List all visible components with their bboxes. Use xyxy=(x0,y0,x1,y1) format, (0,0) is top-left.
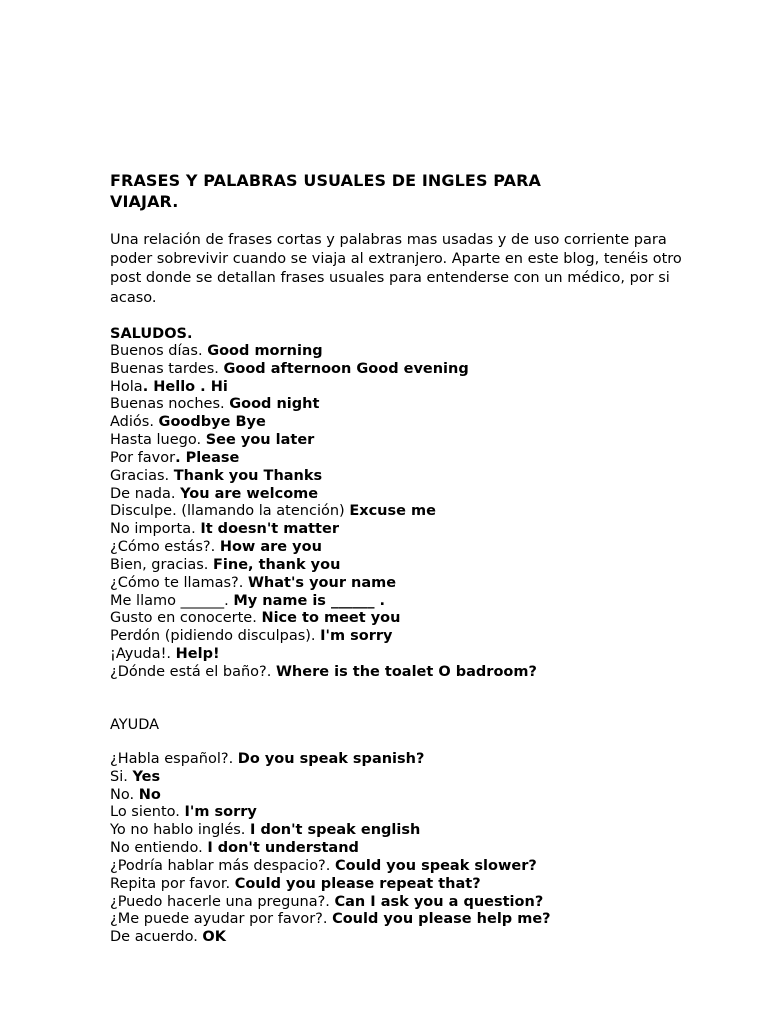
phrase-spanish: Gracias. xyxy=(110,467,174,484)
phrase-row xyxy=(110,343,710,361)
phrase-english: I don't speak english xyxy=(250,822,421,839)
title-line: FRASES Y PALABRAS USUALES DE INGLES PARA xyxy=(110,171,541,190)
phrase-english: No xyxy=(138,786,161,803)
phrase-english: Excuse me xyxy=(349,503,436,520)
phrase-english: What's your name xyxy=(247,574,397,591)
phrase-english: Fine, thank you xyxy=(213,556,341,573)
phrase-spanish: Buenas tardes. xyxy=(110,360,224,377)
phrase-spanish: No entiendo. xyxy=(110,840,208,857)
phrase-english: Thank you Thanks xyxy=(173,467,323,484)
phrase-spanish: ¿Podría hablar más despacio?. xyxy=(110,857,335,874)
phrase-row xyxy=(110,876,710,894)
phrase-english: Good afternoon Good evening xyxy=(223,360,469,377)
phrase-spanish: Gusto en conocerte. xyxy=(110,610,262,627)
phrase-row xyxy=(110,858,710,876)
phrase-english: Can I ask you a question? xyxy=(334,893,544,910)
phrase-row xyxy=(110,894,710,912)
phrase-english: Do you speak spanish? xyxy=(237,750,425,767)
section-heading: AYUDA xyxy=(110,716,160,733)
phrase-row xyxy=(110,751,710,769)
phrase-spanish: Me llamo ______. xyxy=(110,592,234,609)
phrase-row xyxy=(110,557,710,575)
phrase-spanish: ¿Cómo estás?. xyxy=(110,539,220,556)
phrase-row xyxy=(110,450,710,468)
phrase-spanish: De acuerdo. xyxy=(110,929,203,946)
phrase-list xyxy=(110,751,710,947)
phrase-row xyxy=(110,361,710,379)
phrase-spanish: No importa. xyxy=(110,521,201,538)
phrase-english: Nice to meet you xyxy=(261,610,401,627)
phrase-spanish: Yo no hablo inglés. xyxy=(110,822,251,839)
phrase-spanish: Si. xyxy=(110,768,133,785)
phrase-row xyxy=(110,503,710,521)
phrase-spanish: Buenas noches. xyxy=(110,396,230,413)
phrase-english: Could you please repeat that? xyxy=(234,875,481,892)
phrase-row xyxy=(110,593,710,611)
phrase-spanish: Adiós. xyxy=(110,414,159,431)
phrase-row xyxy=(110,521,710,539)
phrase-english: How are you xyxy=(219,539,322,556)
phrase-row xyxy=(110,539,710,557)
phrase-row xyxy=(110,379,710,397)
phrase-row xyxy=(110,911,710,929)
phrase-list xyxy=(110,343,710,682)
phrase-spanish: Disculpe. (llamando la atención) xyxy=(110,503,350,520)
phrase-spanish: De nada. xyxy=(110,485,181,502)
phrase-spanish: Lo siento. xyxy=(110,804,185,821)
phrase-english: . Hello . Hi xyxy=(142,378,228,395)
phrase-spanish: Bien, gracias. xyxy=(110,556,214,573)
phrase-spanish: Por favor xyxy=(110,449,176,466)
phrase-english: . Please xyxy=(175,449,240,466)
phrase-english: You are welcome xyxy=(180,485,319,502)
phrase-row xyxy=(110,432,710,450)
phrase-spanish: ¿Me puede ayudar por favor?. xyxy=(110,911,333,928)
phrase-english: Where is the toalet O badroom? xyxy=(275,664,537,680)
title-line: VIAJAR. xyxy=(110,192,179,211)
phrase-spanish: ¿Dónde está el baño?. xyxy=(110,664,276,680)
phrase-row xyxy=(110,840,710,858)
phrase-row xyxy=(110,414,710,432)
phrase-english: Good night xyxy=(229,396,320,413)
phrase-row xyxy=(110,929,710,947)
phrase-spanish: Perdón (pidiendo disculpas). xyxy=(110,628,321,645)
phrase-english: Help! xyxy=(175,646,220,663)
phrase-row xyxy=(110,769,710,787)
phrase-english: I'm sorry xyxy=(320,628,393,645)
phrase-english: Good morning xyxy=(207,342,323,359)
phrase-row xyxy=(110,646,710,664)
phrase-spanish: ¿Cómo te llamas?. xyxy=(110,574,248,591)
phrase-english: OK xyxy=(202,929,226,946)
section-ayuda xyxy=(110,716,710,947)
phrase-spanish: Hola xyxy=(110,378,143,395)
phrase-english: Yes xyxy=(132,768,161,785)
phrase-row xyxy=(110,610,710,628)
intro-paragraph: Una relación de frases cortas y palabras mas usadas y de uso corriente para poder sobrevivir cuando se viaja al extranjero. Aparte en este blog, tenéis otro post donde se detallan frases usuales para entenderse con un médico, por si acaso. xyxy=(110,232,682,306)
phrase-english: Could you please help me? xyxy=(332,911,551,928)
phrase-spanish: No. xyxy=(110,786,139,803)
phrase-spanish: ¡Ayuda!. xyxy=(110,646,176,663)
phrase-row xyxy=(110,628,710,646)
phrase-row xyxy=(110,822,710,840)
phrase-english: I don't understand xyxy=(207,840,359,857)
phrase-row xyxy=(110,468,710,486)
phrase-spanish: ¿Habla español?. xyxy=(110,750,238,767)
spacer xyxy=(110,682,710,716)
phrase-english: It doesn't matter xyxy=(200,521,339,538)
phrase-spanish: Hasta luego. xyxy=(110,432,206,449)
phrase-row xyxy=(110,804,710,822)
phrase-spanish: Repita por favor. xyxy=(110,875,235,892)
phrase-row xyxy=(110,664,710,682)
document-title xyxy=(110,170,710,212)
phrase-english: Goodbye Bye xyxy=(158,414,266,431)
phrase-spanish: ¿Puedo hacerle una preguna?. xyxy=(110,893,335,910)
phrase-row xyxy=(110,486,710,504)
phrase-row xyxy=(110,787,710,805)
phrase-english: My name is ______ . xyxy=(233,592,386,609)
spacer xyxy=(110,734,710,751)
phrase-english: I'm sorry xyxy=(184,804,257,821)
phrase-row xyxy=(110,396,710,414)
document-page xyxy=(110,170,710,947)
phrase-english: Could you speak slower? xyxy=(334,857,537,874)
phrase-spanish: Buenos días. xyxy=(110,342,208,359)
phrase-row xyxy=(110,575,710,593)
section-heading: SALUDOS. xyxy=(110,325,193,342)
phrase-english: See you later xyxy=(205,432,315,449)
section-saludos xyxy=(110,325,710,682)
